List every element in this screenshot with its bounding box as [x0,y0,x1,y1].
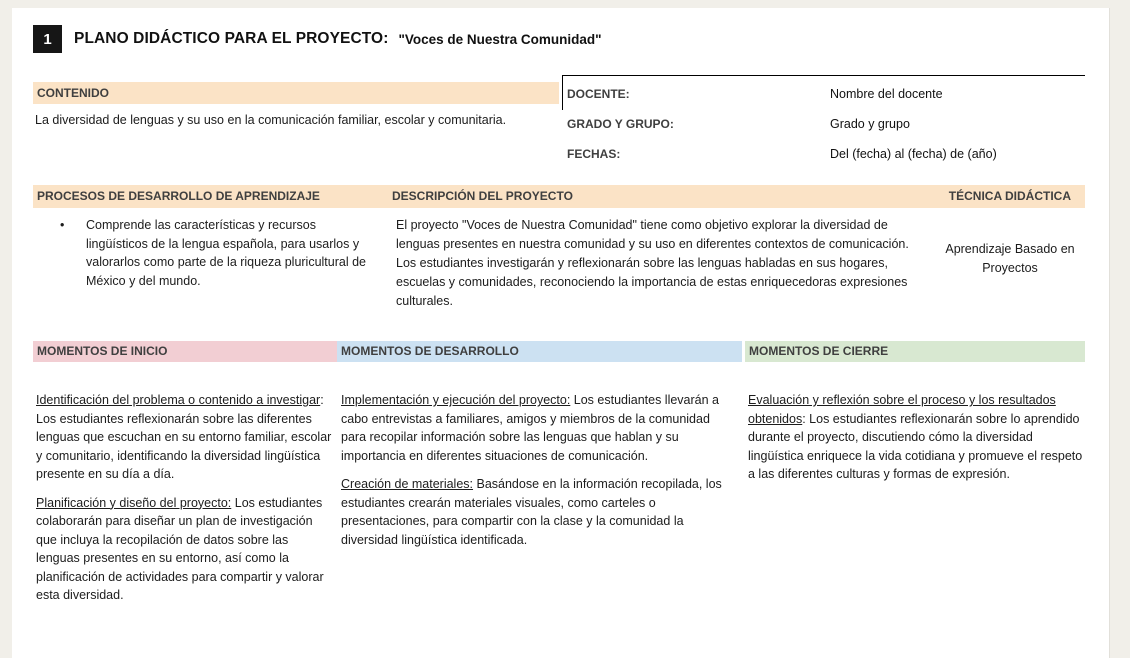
desarrollo-paragraph-1-body: Los estudiantes llevarán a cabo entrevistas a familiares, amigos y miembros de la comunidad para recopilar información sobre las lenguas que hablan y su importancia en diferentes situaciones de comunicación. [341,393,720,463]
procesos-bullet-text: Comprende las características y recursos lingüísticos de la lengua española, para usarlos y valorarlos como parte de la riqueza pluricultural de México y del mundo. [86,218,367,288]
top-section [33,82,1085,185]
tecnica-header: TÉCNICA DIDÁCTICA [948,189,1071,203]
inicio-paragraph-1-body: : Los estudiantes reflexionarán sobre las diferentes lenguas que escuchan en su entorno familiar, escolar y comunitario, identificando la diversidad lingüística presente en su día a día. [36,393,332,481]
contenido-column [33,82,559,130]
section-number-badge: 1 [33,25,62,53]
document-content [33,25,1085,615]
desarrollo-paragraph-2 [341,475,736,549]
teacher-info-block [562,75,1085,169]
info-row-fechas [562,139,1085,169]
inicio-paragraph-2 [36,494,332,605]
momentos-header-band [33,341,1085,362]
momentos-inicio-column [33,391,337,615]
momentos-cierre-column [745,391,1085,615]
bullet-icon: • [60,218,65,232]
fechas-value: Del (fecha) al (fecha) de (año) [829,147,997,161]
cierre-paragraph-1-body: : Los estudiantes reflexionarán sobre lo aprendido durante el proyecto, discutiendo cómo la diversidad lingüística enriquece la vida cotidiana y promueve el respeto a las diferentes culturas y formas de expresión. [748,411,1083,481]
desarrollo-paragraph-2-body: Basándose en la información recopilada, los estudiantes crearán materiales visuales, como carteles o presentaciones, para compartir con la clase y la comunidad la diversidad lingüística identificada. [341,477,722,547]
desarrollo-paragraph-1-label: Implementación y ejecución del proyecto: [341,393,571,407]
info-row-grado [562,109,1085,139]
descripcion-header: DESCRIPCIÓN DEL PROYECTO [392,189,573,203]
tecnica-text: Aprendizaje Basado en Proyectos [945,242,1075,275]
middle-header-band [33,185,1085,208]
contenido-header: CONTENIDO [33,82,559,104]
inicio-paragraph-1-label: Identificación del problema o contenido a investigar [36,393,321,407]
procesos-bullet-item [33,216,392,341]
momentos-content-row [33,391,1085,615]
docente-value: Nombre del docente [829,87,943,101]
desarrollo-paragraph-1 [341,391,736,465]
momentos-cierre-header: MOMENTOS DE CIERRE [745,341,1085,362]
info-row-docente [562,79,1085,109]
descripcion-text: El proyecto "Voces de Nuestra Comunidad" tiene como objetivo explorar la diversidad de lenguas presentes en nuestra comunidad y su uso en diferentes contextos de comunicación. Los estudiantes investigarán y reflexionarán sobre las lenguas habladas en sus hogares, escuelas y comunidades, reconociendo la importancia de estas enriquecedoras expresiones culturales. [396,218,909,308]
grado-label: GRADO Y GRUPO: [566,117,674,131]
cierre-paragraph-1 [748,391,1085,484]
procesos-header: PROCESOS DE DESARROLLO DE APRENDIZAJE [37,189,320,203]
contenido-text: La diversidad de lenguas y su uso en la comunicación familiar, escolar y comunitaria. [35,113,507,127]
fechas-label: FECHAS: [566,147,621,161]
momentos-desarrollo-header: MOMENTOS DE DESARROLLO [337,341,742,362]
momentos-desarrollo-column [337,391,742,615]
page-title: PLANO DIDÁCTICO PARA EL PROYECTO: [74,30,389,47]
middle-content-row [33,216,1085,341]
inicio-paragraph-2-body: Los estudiantes colaborarán para diseñar un plan de investigación que incluya la recopilación de datos sobre las lenguas presentes en su entorno, así como la planificación de actividades para compartir y valorar esta diversidad. [36,495,324,602]
project-name: "Voces de Nuestra Comunidad" [398,31,602,47]
document-page [12,8,1110,658]
docente-label: DOCENTE: [566,87,630,101]
cierre-paragraph-1-label: Evaluación y reflexión sobre el proceso y los resultados obtenidos [748,393,1056,426]
inicio-paragraph-2-label: Planificación y diseño del proyecto: [36,495,232,510]
desarrollo-paragraph-2-label: Creación de materiales: [341,477,474,491]
title-row [33,25,1085,53]
momentos-inicio-header: MOMENTOS DE INICIO [33,341,337,362]
grado-value: Grado y grupo [829,117,910,131]
inicio-paragraph-1 [36,391,332,484]
